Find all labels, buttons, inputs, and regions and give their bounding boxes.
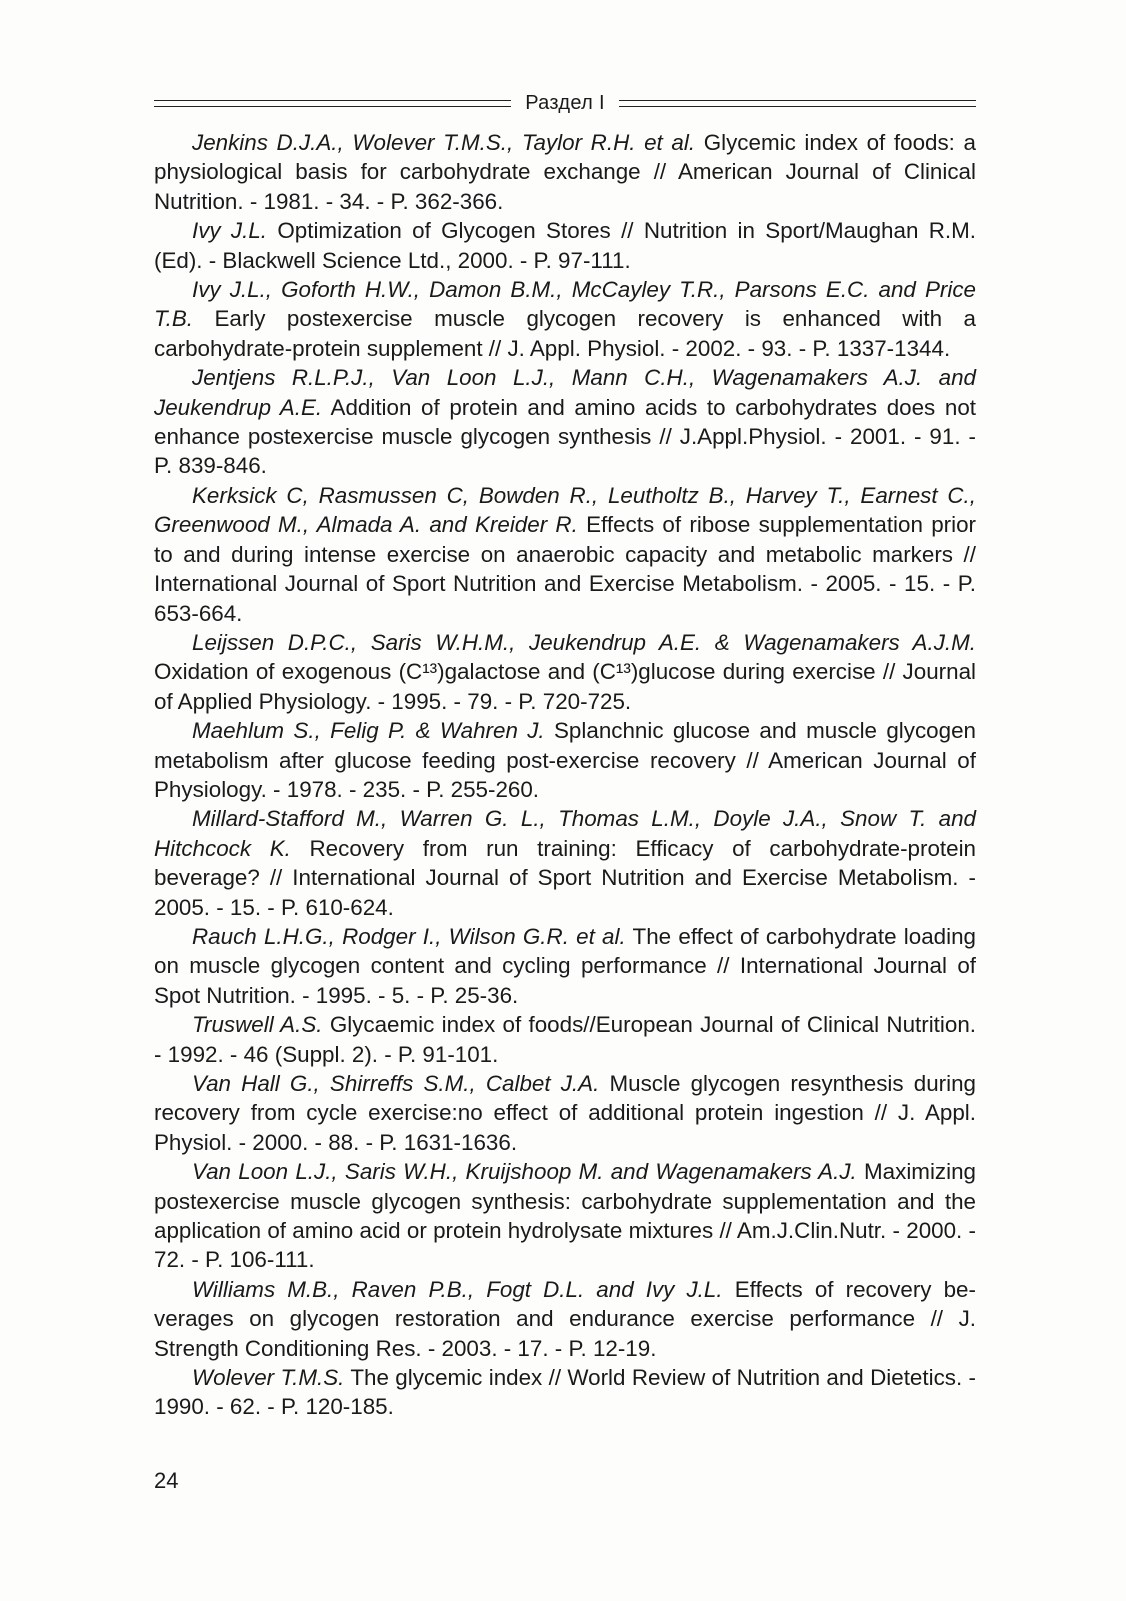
reference-text: Splanchnic glucose and muscle glycogen metabolism after glucose feeding post-exercise recovery // American Journal of Physiology. - 1978. - 235. - P. 255-260. xyxy=(154,718,976,802)
reference-authors: Wolever T.M.S. xyxy=(192,1365,345,1391)
section-title: Раздел I xyxy=(525,92,605,114)
reference-authors: Van Hall G., Shirreffs S.M., Calbet J.A. xyxy=(192,1071,600,1096)
reference-text: Optimization of Glycogen Stores // Nutrition in Sport/Maughan R.M.(Ed). - Blackwell Science Ltd., 2000. - P. 97-111. xyxy=(154,218,976,273)
reference-authors: Maehlum S., Felig P. & Wahren J. xyxy=(192,718,545,744)
reference-entry xyxy=(154,804,976,922)
reference-list xyxy=(154,128,976,1422)
reference-authors: Truswell A.S. xyxy=(192,1012,323,1038)
reference-text: Effects of ribose supplementation prior to and during intense exercise on anaerobic capacity and metabolic markers // International Journal of Sport Nutrition and Exercise Metabolism. - 2005. - 15. - P. 653-664. xyxy=(154,512,976,626)
reference-text: Oxidation of exogenous (C¹³)galactose and (C¹³)glucose during exercise // Journal of Applied Physiology. - 1995. - 79. - P. 720-725. xyxy=(154,659,976,714)
reference-text: Glycemic index of foods: a physiological basis for carbohydrate exchange // American Journal of Clinical Nutrition. - 1981. - 34. - P. 362-366. xyxy=(154,130,976,214)
reference-entry xyxy=(154,1275,976,1363)
reference-entry xyxy=(154,1069,976,1157)
reference-entry xyxy=(154,1010,976,1069)
reference-entry xyxy=(154,1157,976,1275)
reference-entry xyxy=(154,128,976,216)
reference-authors: Ivy J.L. xyxy=(192,218,268,244)
reference-authors: Leijssen D.P.C., Saris W.H.M., Jeukendrup A.E. & Wagenamakers A.J.M. xyxy=(192,629,976,655)
header-rule-left xyxy=(154,100,511,107)
reference-entry xyxy=(154,1363,976,1422)
reference-entry xyxy=(154,275,976,363)
reference-authors: Ivy J.L., Goforth H.W., Damon B.M., McCayley T.R., Parsons E.C. and Price T.B. xyxy=(154,277,976,332)
reference-authors: Jentjens R.L.P.J., Van Loon L.J., Mann C.H., Wagenamakers A.J. and Jeukendrup A.E. xyxy=(154,365,976,420)
reference-text: The glycemic index // World Review of Nutrition and Dietetics. - 1990. - 62. - P. 120-185. xyxy=(154,1365,976,1420)
reference-authors: Williams M.B., Raven P.B., Fogt D.L. and Ivy J.L. xyxy=(192,1276,723,1302)
reference-authors: Van Loon L.J., Saris W.H., Kruijshoop M. and Wagenamakers A.J. xyxy=(192,1159,857,1185)
reference-text: The effect of carbohydrate loading on muscle glycogen content and cycling performance // International Journal of Spot Nutrition. - 1995. - 5. - P. 25-36. xyxy=(154,923,976,1008)
reference-text: Addition of protein and amino acids to carbohydrates does not enhance postexercise muscle glycogen synthesis // J.Appl.Physiol. - 2001. - 91. - P. 839-846. xyxy=(154,394,976,479)
reference-entry xyxy=(154,922,976,1010)
reference-authors: Kerksick C, Rasmussen C, Bowden R., Leutholtz B., Harvey T., Earnest C., Greenwood M., Almada A. and Kreider R. xyxy=(154,482,976,538)
reference-text: Muscle glycogen resynthesis during recovery from cycle exercise:no effect of additional protein ingestion // J. Appl. Physiol. - 2000. - 88. - P. 1631-1636. xyxy=(154,1071,976,1155)
reference-entry xyxy=(154,363,976,481)
reference-entry xyxy=(154,716,976,804)
reference-text: Maximizing postexercise muscle glycogen synthesis: carbohydrate supplementation and the application of amino acid or protein hydrolysate mixtures // Am.J.Clin.Nutr. - 2000. - 72. - P. 106-111. xyxy=(154,1159,976,1273)
reference-text: Effects of recovery beverages on glycogen restoration and endurance exercise performance // J. Strength Conditioning Res. - 2003. - 17. - P. 12-19. xyxy=(154,1276,976,1361)
reference-text: Glycaemic index of foods//European Journal of Clinical Nutrition. - 1992. - 46 (Suppl. 2). - P. 91-101. xyxy=(154,1012,976,1067)
reference-text: Early postexercise muscle glycogen recovery is enhanced with a carbohydrate-protein supplement // J. Appl. Physiol. - 2002. - 93. - P. 1337-1344. xyxy=(154,306,976,361)
reference-entry xyxy=(154,628,976,716)
running-header xyxy=(154,92,976,115)
reference-entry xyxy=(154,481,976,628)
reference-text: Recovery from run training: Efficacy of carbohydrate-protein beverage? // International Journal of Sport Nutrition and Exercise Metabolism. - 2005. - 15. - P. 610-624. xyxy=(154,835,976,920)
reference-authors: Rauch L.H.G., Rodger I., Wilson G.R. et al. xyxy=(192,923,626,949)
reference-authors: Jenkins D.J.A., Wolever T.M.S., Taylor R.H. et al. xyxy=(192,130,696,155)
header-rule-right xyxy=(619,100,976,107)
page-number: 24 xyxy=(154,1468,179,1493)
reference-entry xyxy=(154,216,976,275)
reference-authors: Millard-Stafford M., Warren G. L., Thomas L.M., Doyle J.A., Snow T. and Hitchcock K. xyxy=(154,806,976,861)
